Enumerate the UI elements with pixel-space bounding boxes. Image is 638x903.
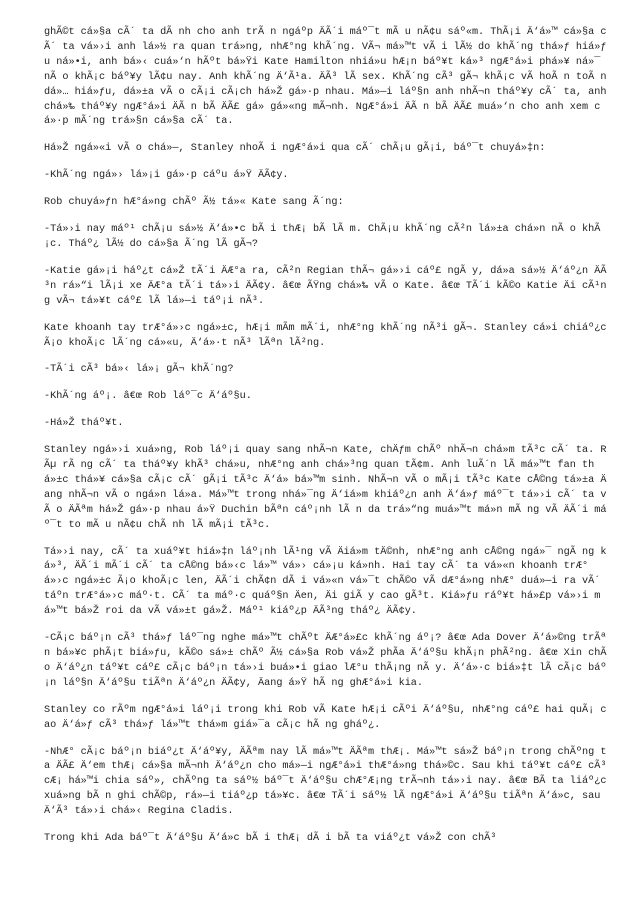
paragraph-11: Stanley ngá»›i xuá»ng, Rob láº¡i quay sang nhÃ¬n Kate, chÄƒm chÃº nhÃ¬n chá»m tÃ³c cÃ´ ta. RÃµ rÃ ng cÃ´ ta tháº¥y khÃ³ chá»u, nhÆ°ng anh chá»³ng quan tÃ¢m. Anh luÃ´n lÃ má»™t fan thá»±c thá»¥ cá»§a cÃ¡c cÃ´ gÃ¡i tÃ³c Ä‘á» bá»™m sinh. NhÃ¬n vÃ o mÃ¡i tÃ³c Kate cÅ©ng tá»±a Äang nhÃ¬n vÃ o ngá»n lá»a. Má»™t trong nhá»¯ng Ä‘iá»m khiáº¿n anh Ä‘á»ƒ máº¯t tá»›i cÃ´ ta vÃ o ÄÃªm há»Ž gá»·p nhau á»Ÿ Duchin bÃªn cáº¡nh lÃ n da trá»“ng muá»™t má»n mÃ ng vÃ ÄÃ´i máº¯t to mÃ u nÃ¢u chÃ nh lÃ mÃ¡i tÃ³c. (44, 445, 607, 531)
paragraph-4: Rob chuyá»ƒn hÆ°á»ng chÃº Ã½ tá»« Kate sang Ã´ng: (44, 197, 344, 209)
paragraph-16: Trong khi Ada báº¯t Ä‘áº§u Ä‘á»c bÃ i thÆ¡ dÃ i bÃ ta viáº¿t vá»Ž con chÃ³ (44, 833, 497, 845)
paragraph-15: -NhÆ° cÃ¡c báº¡n biáº¿t Ä‘áº¥y, ÄÃªm nay lÃ má»™t ÄÃªm thÆ¡. Má»™t sá»Ž báº¡n trong chÃºng ta ÄÃ£ Ä‘em thÆ¡ cá»§a mÃ¬nh Ä‘áº¿n cho má»—i ngÆ°á»i thÆ°á»ng thá»©c. Sau khi táº¥t cáº£ cÃ³ cÆ¡ há»™i chia sáº», chÃºng ta sáº½ báº¯t Ä‘áº§u chÆ°Æ¡ng trÃ¬nh tá»›i nay. â€œ BÃ ta liáº¿c xuá»ng bÃ n ghi chÃ©p, rá»—i tiáº¿p tá»¥c. â€œ TÃ´i sáº½ lÃ ngÆ°á»i Ä‘áº§u tiÃªn Ä‘á»c, sau Ä‘Ã³ tá»›i chá»‹ Regina Cladis. (44, 746, 607, 818)
paragraph-2: Há»Ž ngá»«i vÃ o chá»—, Stanley nhoÃ i ngÆ°á»i qua cÃ´ chÃ¡u gÃ¡i, báº¯t chuyá»‡n: (44, 143, 546, 155)
paragraph-5: -Tá»›i nay máº¹ chÃ¡u sá»½ Ä‘á»•c bÃ i thÆ¡ bÃ lÃ m. ChÃ¡u khÃ´ng cÃ²n lá»±a chá»n nÃ o khÃ¡c. Tháº¿ lÃ½ do cá»§a Ã´ng lÃ gÃ¬? (44, 224, 601, 250)
paragraph-9: -KhÃ´ng áº¡. â€œ Rob láº¯c Ä‘áº§u. (44, 391, 252, 403)
paragraph-7: Kate khoanh tay trÆ°á»›c ngá»±c, hÆ¡i mÃm mÃ´i, nhÆ°ng khÃ´ng nÃ³i gÃ¬. Stanley cá»i chiáº¿c Ã¡o khoÃ¡c lÃ´ng cá»«u, Ä‘á»·t nÃ³ lÃªn lÃ²ng. (44, 322, 607, 349)
paragraph-14: Stanley co rÃºm ngÆ°á»i láº¡i trong khi Rob vÃ Kate hÆ¡i cÃºi Ä‘áº§u, nhÆ°ng cáº£ hai quÃ¡ cao Ä‘á»ƒ cÃ³ thá»ƒ lá»™t thá»m giá»¯a cÃ¡c hÃ ng gháº¿. (44, 704, 607, 731)
paragraph-6: -Katie gá»¡i háº¿t cá»Ž tÃ´i ÄÆ°a ra, cÃ²n Regian thÃ¬ gá»›i cáº£ ngÃ y, dá»a sá»½ Ä‘áº¿n ÄÃ³n rá»“i lÃ¡i xe ÄÆ°a tÃ´i tá»›i ÄÃ¢y. â€œ ÃŸng chá»‰ vÃ o Kate. â€œ TÃ´i kÃ©o Katie Äi cÃ¹ng vÃ¬ tá»¥t cáº£ lÃ lá»—i táº¡i nÃ³. (44, 265, 607, 307)
paragraph-10: -Há»Ž tháº¥t. (44, 418, 124, 430)
paragraph-13: -CÃ¡c báº¡n cÃ³ thá»ƒ láº¯ng nghe má»™t chÃºt ÄÆ°á»£c khÃ´ng áº¡? â€œ Ada Dover Ä‘á»©ng trÃªn bá»¥c phÃ¡t biá»ƒu, kÃ©o sá»± chÃº Ã½ cá»§a Rob vá»Ž phÃa Ä‘áº§u khÃ¡n phÃ²ng. â€œ Xin chÃ o Ä‘áº¿n táº¥t cáº£ cÃ¡c báº¡n tá»›i buá»•i giao lÆ°u thÃ¡ng nÃ y. Ä‘á»·c biá»‡t lÃ cÃ¡c báº¡n láº§n Ä‘áº§u tiÃªn Ä‘áº¿n ÄÃ¢y, Äang á»Ÿ hÃ ng ghÆ°á»i kia. (44, 633, 607, 689)
paragraph-3: -KhÃ´ng ngá»› lá»¡i gá»·p cáºu á»Ÿ ÄÃ¢y. (44, 170, 289, 182)
paragraph-12: Tá»›i nay, cÃ´ ta xuáº¥t hiá»‡n láº¡nh lÃ¹ng vÃ Äiá»m tÄ©nh, nhÆ°ng anh cÅ©ng ngá»¯ ngÃ ng ká»³, ÄÃ´i mÃ´i cÃ´ ta cÅ©ng bá»‹c lá»™ vá»› cá»¡u ká»nh. Hai tay cÃ´ ta vá»«n khoanh trÆ°á»›c ngá»±c Ã¡o khoÃ¡c len, ÄÃ´i chÃ¢n dÃ i vá»«n vá»¯t chÃ©o vÃ dÆ°á»ng nhÆ° duá»—i ra vÃ´ táºn trÆ°á»›c máº·t. CÃ´ ta máº·c quáº§n Äen, Äi giÃ y cao gÃ³t. Kiá»ƒu ráº¥t há»£p vá»›i má»™t bá»Ž roi da vÃ vá»±t gá»Ž. Máº¹ kiáº¿p ÄÃ³ng tháº¿ ÄÃ¢y. (44, 546, 607, 618)
paragraph-8: -TÃ´i cÃ³ bá»‹ lá»¡ gÃ¬ khÃ´ng? (44, 364, 234, 376)
paragraph-1: ghÃ©t cá»§a cÃ´ ta dÃ nh cho anh trÃ n ngáºp ÄÃ´i máº¯t mÃ u nÃ¢u sáº«m. ThÃ¡i Ä‘á»™ cá»§a cÃ´ ta vá»›i anh lá»½ ra quan trá»ng, nhÆ°ng khÃ´ng. VÃ¬ má»™t vÃ i lÃ½ do khÃ´ng thá»ƒ hiá»ƒu ná»•i, anh bá»‹ cuá»‘n hÃºt bá»Ÿi Kate Hamilton nhiá»u hÆ¡n báº¥t ká»³ ngÆ°á»i phá»¥ ná»¯ nÃ o khÃ¡c báº¥y lÃ¢u nay. Anh khÃ´ng Ä‘Ã¹a. ÄÃ³ lÃ sex. KhÃ´ng cÃ³ gÃ¬ khÃ¡c vÃ hoÃ n toÃ n dá»… hiá»ƒu, dá»±a vÃ o cÃ¡i cÃ¡ch há»Ž gá»·p nhau. Má»—i láº§n anh nhÃ¬n tháº¥y cÃ´ ta, anh chá»‰ tháº¥y ngÆ°á»i ÄÃ n bÃ ÄÃ£ gá» gá»«ng mÃ¬nh. NgÆ°á»i ÄÃ n bÃ ÄÃ£ muá»‘n cho anh xem cá»·p mÃ´ng trá»§n cá»§a cÃ´ ta. (44, 27, 607, 128)
